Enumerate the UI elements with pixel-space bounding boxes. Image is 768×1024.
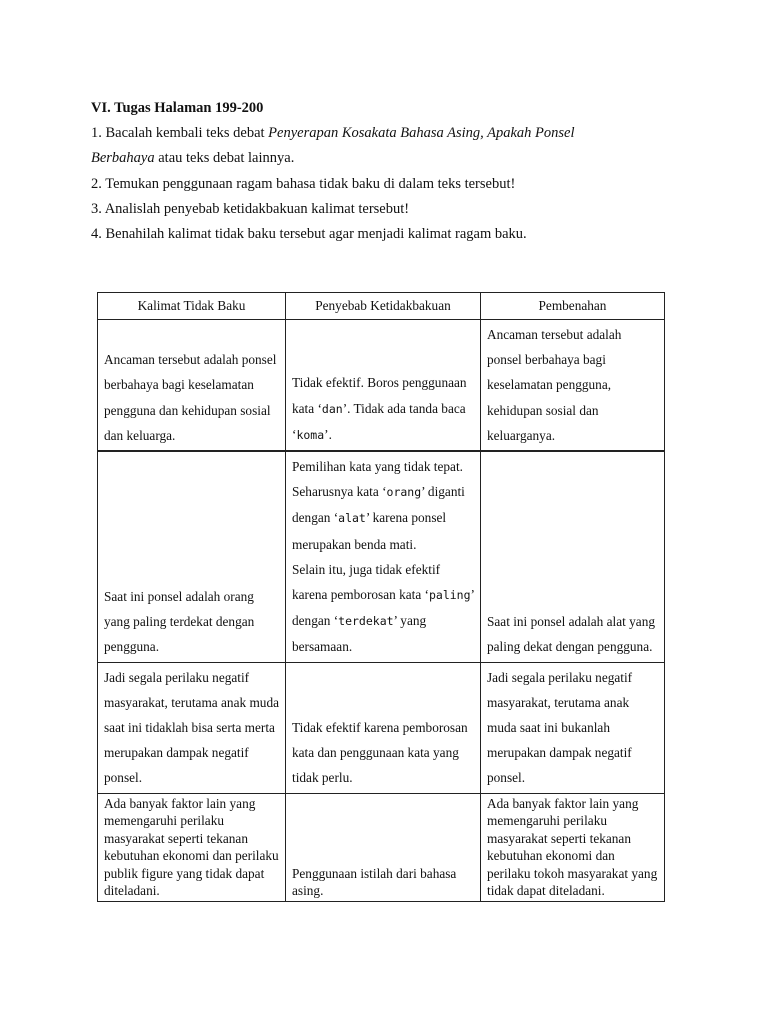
row3-kalimat: Jadi segala perilaku negatif masyarakat, terutama anak muda saat ini tidaklah bisa serta merta merupakan dampak negatif ponsel. — [98, 662, 286, 793]
row1-kalimat: Ancaman tersebut adalah ponsel berbahaya bagi keselamatan pengguna dan kehidupan sosial dan keluarga. — [98, 320, 286, 452]
row3-penyebab: Tidak efektif karena pemborosan kata dan penggunaan kata yang tidak perlu. — [286, 662, 481, 793]
row1-penyebab: Tidak efektif. Boros penggunaan kata ‘dan’. Tidak ada tanda baca ‘koma’. — [286, 320, 481, 452]
instruction-3: 3. Analislah penyebab ketidakbakuan kalimat tersebut! — [91, 200, 410, 217]
instruction-list — [91, 121, 681, 247]
row3-pembenahan: Jadi segala perilaku negatif masyarakat, terutama anak muda saat ini bukanlah merupakan dampak negatif ponsel. — [481, 662, 665, 793]
instruction-2: 2. Temukan penggunaan ragam bahasa tidak baku di dalam teks tersebut! — [91, 175, 516, 192]
header-penyebab: Penyebab Ketidakbakuan — [286, 293, 481, 320]
row2-penyebab: Pemilihan kata yang tidak tepat. Seharusnya kata ‘orang’ diganti dengan ‘alat’ karena ponsel merupakan benda mati. Selain itu, juga tidak efektif karena pemborosan kata ‘paling’ dengan ‘terdekat’ yang bersamaan. — [286, 451, 481, 662]
section-heading: VI. Tugas Halaman 199-200 — [91, 100, 264, 116]
debate-title-cont: Berbahaya — [91, 150, 155, 167]
header-pembenahan: Pembenahan — [481, 293, 665, 320]
row2-pembenahan: Saat ini ponsel adalah alat yang paling dekat dengan pengguna. — [481, 451, 665, 662]
row4-pembenahan: Ada banyak faktor lain yang memengaruhi perilaku masyarakat seperti tekanan kebutuhan ekonomi dan perilaku tokoh masyarakat yang tidak dapat diteladani. — [481, 793, 665, 901]
row4-kalimat: Ada banyak faktor lain yang memengaruhi perilaku masyarakat seperti tekanan kebutuhan ekonomi dan perilaku publik figure yang tidak dapat diteladani. — [98, 793, 286, 901]
table-row — [98, 793, 665, 901]
row4-penyebab: Penggunaan istilah dari bahasa asing. — [286, 793, 481, 901]
table-row — [98, 662, 665, 793]
row2-kalimat: Saat ini ponsel adalah orang yang paling terdekat dengan pengguna. — [98, 451, 286, 662]
instruction-1: 1. Bacalah kembali teks debat Penyerapan Kosakata Bahasa Asing, Apakah Ponsel — [91, 125, 575, 141]
instruction-4: 4. Benahilah kalimat tidak baku tersebut agar menjadi kalimat ragam baku. — [91, 226, 527, 243]
header-kalimat: Kalimat Tidak Baku — [98, 293, 286, 320]
table-header-row — [98, 293, 665, 320]
table-row — [98, 451, 665, 662]
analysis-table — [97, 292, 665, 902]
table-row — [98, 320, 665, 452]
debate-title: Penyerapan Kosakata Bahasa Asing, Apakah Ponsel — [268, 125, 575, 141]
row1-pembenahan: Ancaman tersebut adalah ponsel berbahaya bagi keselamatan pengguna, kehidupan sosial dan keluarganya. — [481, 320, 665, 452]
instruction-1-cont: Berbahaya atau teks debat lainnya. — [91, 150, 295, 167]
